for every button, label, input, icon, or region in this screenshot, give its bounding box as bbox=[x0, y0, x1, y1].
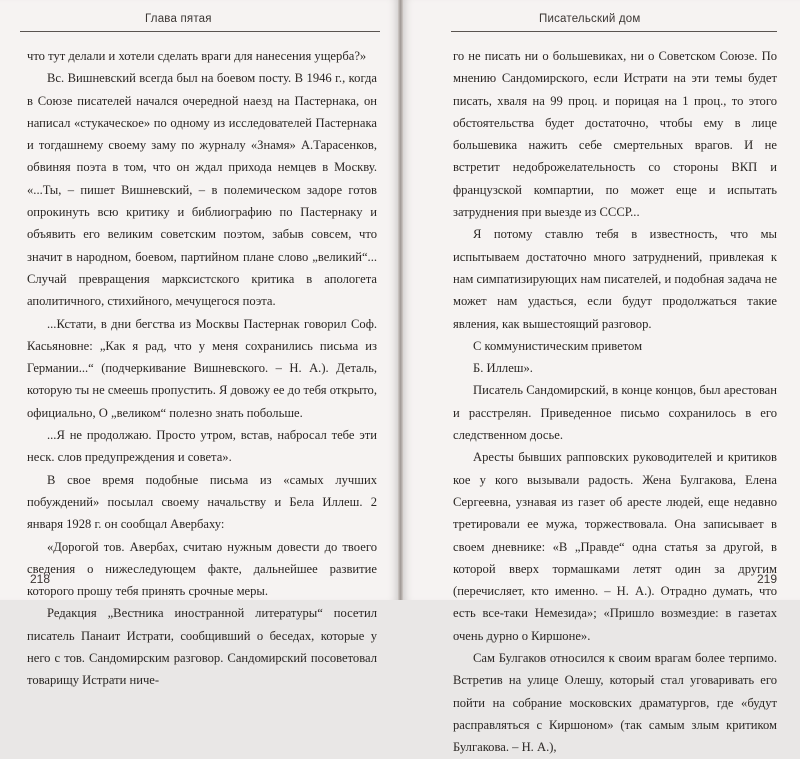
right-page bbox=[403, 0, 800, 755]
paragraph: ...Я не продолжаю. Просто утром, встав, набросал тебе эти неск. слов предупреждения и совета». bbox=[27, 428, 377, 465]
paragraph: что тут делали и хотели сделать враги для нанесения ущерба?» bbox=[27, 49, 367, 63]
header-rule bbox=[451, 31, 777, 32]
paragraph: Б. Иллеш». bbox=[473, 361, 533, 376]
paragraph: «Дорогой тов. Авербах, считаю нужным довести до твоего сведения о нижеследующем факте, дальнейшее развитие которого прошу тебя принять срочные меры. bbox=[27, 539, 377, 599]
left-page bbox=[0, 0, 398, 688]
paragraph: Я потому ставлю тебя в известность, что мы испытываем достаточно много затруднений, привлекая к нам симпатизирующих нам писателей, и подобная задача не может нам удасться, если будут продолжаться такие явления, как вышестоящий разговор. bbox=[453, 227, 777, 331]
paragraph: го не писать ни о большевиках, ни о Советском Союзе. По мнению Сандомирского, если Истрати на эти темы будет писать, хваля на 99 проц. и порицая на 1 проц., то этого обстоятельства будет достаточно, чтобы ему в лице большевика нажить себе смертельных врагов. И не встретит недоброжелательность со стороны ВКП и французской компартии, по может еще и испытать затруднения при выезде из СССР... bbox=[453, 49, 777, 220]
paragraph: Редакция „Вестника иностранной литературы“ посетил писатель Панаит Истрати, сообщивший о беседах, которые у него с тов. Сандомирским разговор. Сандомирский посоветовал товарищу Истрати ниче- bbox=[27, 606, 377, 688]
paragraph: ...Кстати, в дни бегства из Москвы Пастернак говорил Соф. Касьяновне: „Как я рад, что у меня сохранились письма из Германии...“ (подчеркивание Вишневского. – Н. А.). Деталь, которую ты не смеешь пропустить. Я довожу ее до тебя открыто, официально, О „великом“ полезно знать побольше. bbox=[27, 316, 377, 420]
body-text bbox=[453, 45, 777, 759]
running-head: Писательский дом bbox=[539, 13, 641, 25]
paragraph: Писатель Сандомирский, в конце концов, был арестован и расстрелян. Приведенное письмо сохранилось в его следственном досье. bbox=[453, 383, 777, 443]
paragraph: В свое время подобные письма из «самых лучших побуждений» посылал своему начальству и Бела Иллеш. 2 января 1928 г. он сообщал Авербаху: bbox=[27, 472, 377, 532]
page-number: 218 bbox=[30, 572, 51, 586]
paragraph: С коммунистическим приветом bbox=[473, 338, 643, 353]
paragraph: Вс. Вишневский всегда был на боевом посту. В 1946 г., когда в Союзе писателей начался очередной наезд на Пастернака, он написал «стукаческое» по одному из исследователей Пастернака и тогдашнему своему заму по журналу «Знамя» А.Тарасенков, обвиняя поэта в том, что он ждал прихода немцев в Москву. «...Ты, – пишет Вишневский, – в полемическом задоре готов опрокинуть всю критику и библиографию по Пастернаку и объявить его великим советским поэтом, забыв совсем, что значит в народном, боевом, партийном плане слово „великий“... Случай превращения марксистского критика в апологета аполитичного, стихийного, мечущегося поэта. bbox=[27, 71, 377, 309]
body-text bbox=[27, 45, 377, 692]
page-number: 219 bbox=[757, 572, 778, 586]
paragraph: Аресты бывших рапповских руководителей и критиков кое у кого вызывали радость. Жена Булгакова, Елена Сергеевна, узнавая из газет об аресте людей, еще недавно третировали ее мужа, торжествовала. Она записывает в своем дневнике: «В „Правде“ одна статья за другой, в которой вверх тормашками летят один за другим (перечисляет, кто именно. – Н. А.). Отрадно думать, что есть все-таки Немезида»; «Пришло возмездие: в газетах очень дурно о Киршоне». bbox=[453, 450, 777, 643]
paragraph: Сам Булгаков относился к своим врагам более терпимо. Встретив на улице Олешу, который стал уговаривать его пойти на собрание московских драматургов, где «будут расправляться с Киршоном» (так самым злым критиком Булгакова. – Н. А.), bbox=[453, 651, 777, 755]
header-rule bbox=[20, 31, 380, 32]
running-head: Глава пятая bbox=[145, 13, 212, 25]
